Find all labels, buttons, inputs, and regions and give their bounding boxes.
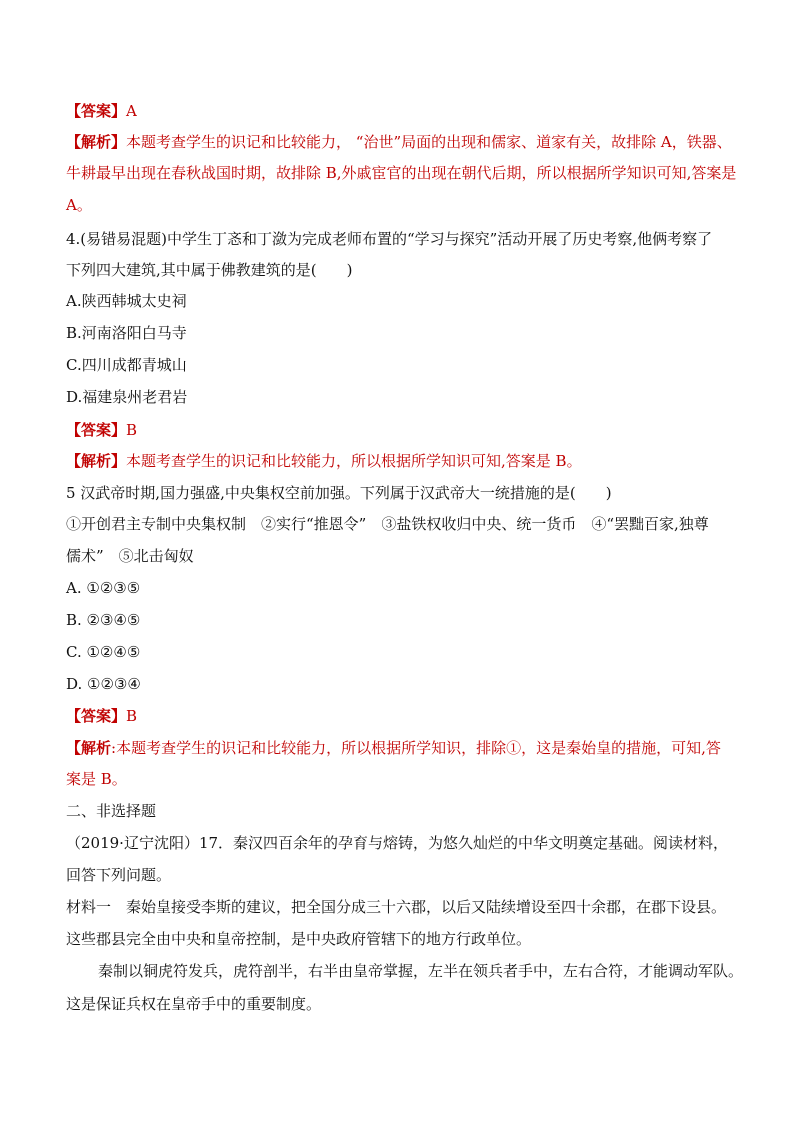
q17-intro-line-1: （2019·辽宁沈阳）17．秦汉四百余年的孕育与熔铸，为悠久灿烂的中华文明奠定基础。阅读材料， <box>66 834 729 852</box>
q4-option-d: D.福建泉州老君岩 <box>66 388 188 406</box>
answer-value: A <box>126 102 137 120</box>
answer-tag: 【答案】 <box>66 707 127 725</box>
q3-analysis-line-3: A。 <box>66 196 92 214</box>
answer-value: B <box>126 707 138 725</box>
material1-line-1: 材料一 秦始皇接受李斯的建议，把全国分成三十六郡，以后又陆续增设至四十余郡，在郡下设县。 <box>66 898 727 916</box>
q4-answer-line <box>66 420 730 440</box>
analysis-tag: 【解析】 <box>66 452 127 470</box>
material2-line-2: 这是保证兵权在皇帝手中的重要制度。 <box>66 995 322 1013</box>
analysis-tag: 【解析 <box>66 739 112 757</box>
q3-answer-line <box>66 101 730 121</box>
q4-option-b: B.河南洛阳白马寺 <box>66 324 187 342</box>
answer-tag: 【答案】 <box>66 102 127 120</box>
q5-option-b: B. ②③④⑤ <box>66 611 141 629</box>
q4-option-c: C.四川成都青城山 <box>66 356 187 374</box>
q4-stem-line-2: 下列四大建筑,其中属于佛教建筑的是( ) <box>66 261 353 279</box>
analysis-text: 本题考查学生的识记和比较能力， “治世”局面的出现和儒家、道家有关，故排除 A，铁器、 <box>126 133 732 151</box>
q4-analysis-line <box>66 451 730 471</box>
q5-measures-line-1: ①开创君主专制中央集权制 ②实行“推恩令” ③盐铁权收归中央、统一货币 ④“罢黜百家,独尊 <box>66 515 709 533</box>
q4-stem-line-1: 4.(易错易混题)中学生丁忞和丁潋为完成老师布置的“学习与探究”活动开展了历史考察,他俩考察了 <box>66 230 713 248</box>
q4-option-a: A.陕西韩城太史祠 <box>66 292 187 310</box>
analysis-tag: 【解析】 <box>66 133 127 151</box>
q5-stem: 5 汉武帝时期,国力强盛,中央集权空前加强。下列属于汉武帝大一统措施的是( ) <box>66 484 612 502</box>
q5-option-d: D. ①②③④ <box>66 675 141 693</box>
q17-intro-line-2: 回答下列问题。 <box>66 866 172 884</box>
q5-option-c: C. ①②④⑤ <box>66 643 141 661</box>
material1-line-2: 这些郡县完全由中央和皇帝控制，是中央政府管辖下的地方行政单位。 <box>66 930 532 948</box>
analysis-text: :本题考查学生的识记和比较能力，所以根据所学知识，排除①，这是秦始皇的措施，可知,答 <box>111 739 721 757</box>
q3-analysis-line-1 <box>66 132 730 152</box>
q5-measures-line-2: 儒术” ⑤北击匈奴 <box>66 547 194 565</box>
answer-value: B <box>126 421 138 439</box>
analysis-text: 本题考查学生的识记和比较能力，所以根据所学知识可知,答案是 B。 <box>126 452 582 470</box>
q3-analysis-line-2: 牛耕最早出现在春秋战国时期，故排除 B,外戚宦官的出现在朝代后期，所以根据所学知识可知,答案是 <box>66 164 737 182</box>
q5-option-a: A. ①②③⑤ <box>66 579 141 597</box>
q5-answer-line <box>66 706 730 726</box>
answer-tag: 【答案】 <box>66 421 127 439</box>
q5-analysis-line-1 <box>66 738 730 758</box>
material2-line-1: 秦制以铜虎符发兵，虎符剖半，右半由皇帝掌握，左半在领兵者手中，左右合符，才能调动军队。 <box>98 962 744 980</box>
section-heading: 二、非选择题 <box>66 802 157 820</box>
q5-analysis-line-2: 案是 B。 <box>66 770 127 788</box>
